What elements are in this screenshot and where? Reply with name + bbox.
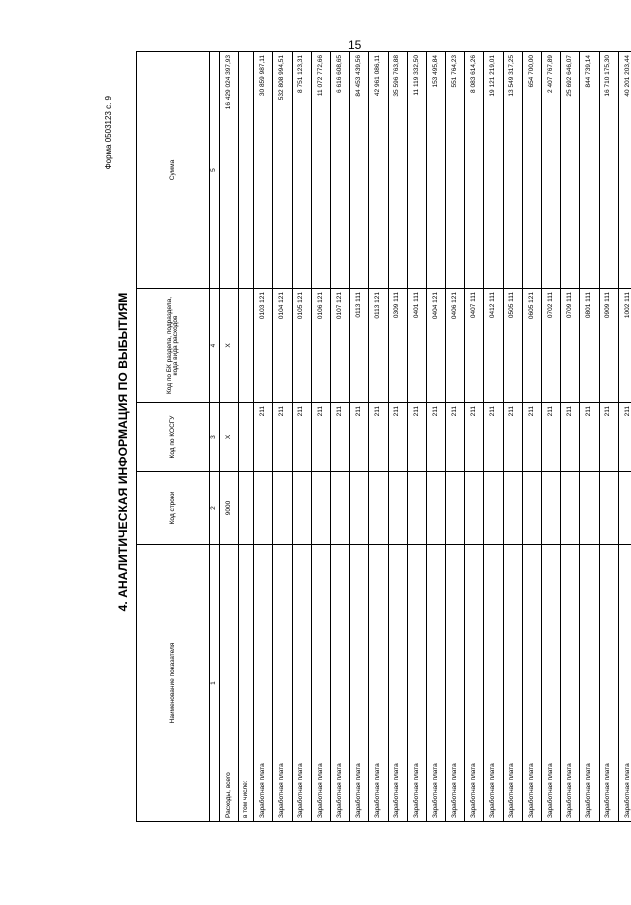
table-row (465, 52, 484, 822)
row-kosgu: 211 (542, 403, 561, 472)
table-row (599, 52, 618, 822)
total-name: Расходы, всего (220, 545, 239, 822)
row-sum: 6 616 608,65 (330, 52, 349, 289)
row-name: Заработная плата (522, 545, 541, 822)
row-name: Заработная плата (311, 545, 330, 822)
column-number: 2 (210, 472, 220, 545)
page-number: 15 (348, 38, 362, 52)
row-name: Заработная плата (254, 545, 273, 822)
table-row (330, 52, 349, 822)
table-row (273, 52, 292, 822)
total-kosgu: X (220, 403, 239, 472)
total-bk-code: X (220, 289, 239, 403)
row-bk-code: 0105 121 (292, 289, 311, 403)
row-line-code (292, 472, 311, 545)
row-sum: 35 596 763,88 (388, 52, 407, 289)
table-row (484, 52, 503, 822)
row-kosgu: 211 (311, 403, 330, 472)
row-name: Заработная плата (542, 545, 561, 822)
row-kosgu: 211 (330, 403, 349, 472)
table-row (311, 52, 330, 822)
row-bk-code: 0401 111 (407, 289, 426, 403)
header-line-code: Код строки (137, 472, 210, 545)
table-row (446, 52, 465, 822)
row-bk-code: 0103 121 (254, 289, 273, 403)
total-row (220, 52, 239, 822)
row-line-code (465, 472, 484, 545)
row-kosgu: 211 (522, 403, 541, 472)
row-sum: 19 121 219,01 (484, 52, 503, 289)
row-name: Заработная плата (503, 545, 522, 822)
row-line-code (273, 472, 292, 545)
row-line-code (388, 472, 407, 545)
row-kosgu: 211 (407, 403, 426, 472)
subheader-label: в том числе: (239, 545, 254, 822)
row-name: Заработная плата (388, 545, 407, 822)
row-kosgu: 211 (369, 403, 388, 472)
table-body (210, 52, 631, 822)
column-number: 5 (210, 52, 220, 289)
row-bk-code: 0113 121 (369, 289, 388, 403)
row-sum: 532 808 994,51 (273, 52, 292, 289)
row-bk-code: 0909 111 (599, 289, 618, 403)
row-kosgu: 211 (561, 403, 580, 472)
total-line-code: 9000 (220, 472, 239, 545)
row-name: Заработная плата (484, 545, 503, 822)
table-row (388, 52, 407, 822)
row-sum: 25 692 646,07 (561, 52, 580, 289)
row-bk-code: 0406 121 (446, 289, 465, 403)
row-line-code (254, 472, 273, 545)
row-name: Заработная плата (618, 545, 631, 822)
column-number: 4 (210, 289, 220, 403)
row-line-code (484, 472, 503, 545)
row-name: Заработная плата (599, 545, 618, 822)
row-kosgu: 211 (446, 403, 465, 472)
row-kosgu: 211 (292, 403, 311, 472)
row-line-code (542, 472, 561, 545)
header-row (137, 52, 210, 822)
row-sum: 40 201 203,44 (618, 52, 631, 289)
row-name: Заработная плата (292, 545, 311, 822)
row-sum: 153 495,84 (426, 52, 445, 289)
row-name: Заработная плата (407, 545, 426, 822)
table-row (350, 52, 369, 822)
row-bk-code: 0404 121 (426, 289, 445, 403)
row-sum: 8 083 614,26 (465, 52, 484, 289)
row-line-code (446, 472, 465, 545)
row-sum: 2 407 767,89 (542, 52, 561, 289)
row-kosgu: 211 (254, 403, 273, 472)
row-line-code (599, 472, 618, 545)
row-sum: 8 751 123,31 (292, 52, 311, 289)
row-kosgu: 211 (580, 403, 599, 472)
row-bk-code: 1002 111 (618, 289, 631, 403)
rotated-sheet (100, 55, 631, 832)
row-sum: 30 859 987,11 (254, 52, 273, 289)
row-bk-code: 0801 111 (580, 289, 599, 403)
row-bk-code: 0407 111 (465, 289, 484, 403)
row-line-code (407, 472, 426, 545)
row-name: Заработная плата (446, 545, 465, 822)
form-code: Форма 0503123 с. 9 (104, 96, 113, 170)
empty-cell (239, 403, 254, 472)
row-bk-code: 0309 111 (388, 289, 407, 403)
table-row (542, 52, 561, 822)
row-bk-code: 0505 111 (503, 289, 522, 403)
column-number-row (210, 52, 220, 822)
row-kosgu: 211 (503, 403, 522, 472)
total-sum: 16 429 024 397,93 (220, 52, 239, 289)
table-row (618, 52, 631, 822)
header-bk-code: Код по БК раздела, подраздела, кода вида расходов (137, 289, 210, 403)
row-bk-code: 0106 121 (311, 289, 330, 403)
row-line-code (369, 472, 388, 545)
row-sum: 16 710 175,30 (599, 52, 618, 289)
table-row (426, 52, 445, 822)
row-kosgu: 211 (484, 403, 503, 472)
row-line-code (426, 472, 445, 545)
row-kosgu: 211 (465, 403, 484, 472)
row-name: Заработная плата (330, 545, 349, 822)
row-sum: 551 764,23 (446, 52, 465, 289)
row-name: Заработная плата (426, 545, 445, 822)
row-line-code (522, 472, 541, 545)
column-number: 3 (210, 403, 220, 472)
row-name: Заработная плата (561, 545, 580, 822)
row-kosgu: 211 (350, 403, 369, 472)
row-name: Заработная плата (273, 545, 292, 822)
row-kosgu: 211 (599, 403, 618, 472)
row-sum: 654 700,00 (522, 52, 541, 289)
table-row (503, 52, 522, 822)
column-number: 1 (210, 545, 220, 822)
row-line-code (330, 472, 349, 545)
row-bk-code: 0702 111 (542, 289, 561, 403)
row-line-code (561, 472, 580, 545)
row-name: Заработная плата (580, 545, 599, 822)
row-name: Заработная плата (350, 545, 369, 822)
table-row (292, 52, 311, 822)
row-bk-code: 0412 111 (484, 289, 503, 403)
row-kosgu: 211 (618, 403, 631, 472)
row-sum: 13 549 317,25 (503, 52, 522, 289)
row-bk-code: 0709 111 (561, 289, 580, 403)
row-sum: 11 119 332,50 (407, 52, 426, 289)
row-bk-code: 0113 111 (350, 289, 369, 403)
table-row (407, 52, 426, 822)
header-kosgu: Код по КОСГУ (137, 403, 210, 472)
row-line-code (350, 472, 369, 545)
empty-cell (239, 472, 254, 545)
row-line-code (580, 472, 599, 545)
row-bk-code: 0605 121 (522, 289, 541, 403)
row-name: Заработная плата (465, 545, 484, 822)
outflows-table (136, 51, 631, 822)
table-row (561, 52, 580, 822)
row-kosgu: 211 (273, 403, 292, 472)
row-bk-code: 0107 121 (330, 289, 349, 403)
table-row (522, 52, 541, 822)
row-name: Заработная плата (369, 545, 388, 822)
row-line-code (503, 472, 522, 545)
row-sum: 42 961 086,11 (369, 52, 388, 289)
table-row (369, 52, 388, 822)
row-sum: 844 739,14 (580, 52, 599, 289)
row-kosgu: 211 (426, 403, 445, 472)
table-row (254, 52, 273, 822)
header-name: Наименование показателя (137, 545, 210, 822)
row-sum: 84 453 439,56 (350, 52, 369, 289)
section-title: 4. АНАЛИТИЧЕСКАЯ ИНФОРМАЦИЯ ПО ВЫБЫТИЯМ (116, 292, 130, 612)
row-line-code (618, 472, 631, 545)
empty-cell (239, 52, 254, 289)
row-line-code (311, 472, 330, 545)
header-sum: Сумма (137, 52, 210, 289)
row-bk-code: 0104 121 (273, 289, 292, 403)
row-kosgu: 211 (388, 403, 407, 472)
subheader-row (239, 52, 254, 822)
row-sum: 11 072 772,66 (311, 52, 330, 289)
empty-cell (239, 289, 254, 403)
table-row (580, 52, 599, 822)
